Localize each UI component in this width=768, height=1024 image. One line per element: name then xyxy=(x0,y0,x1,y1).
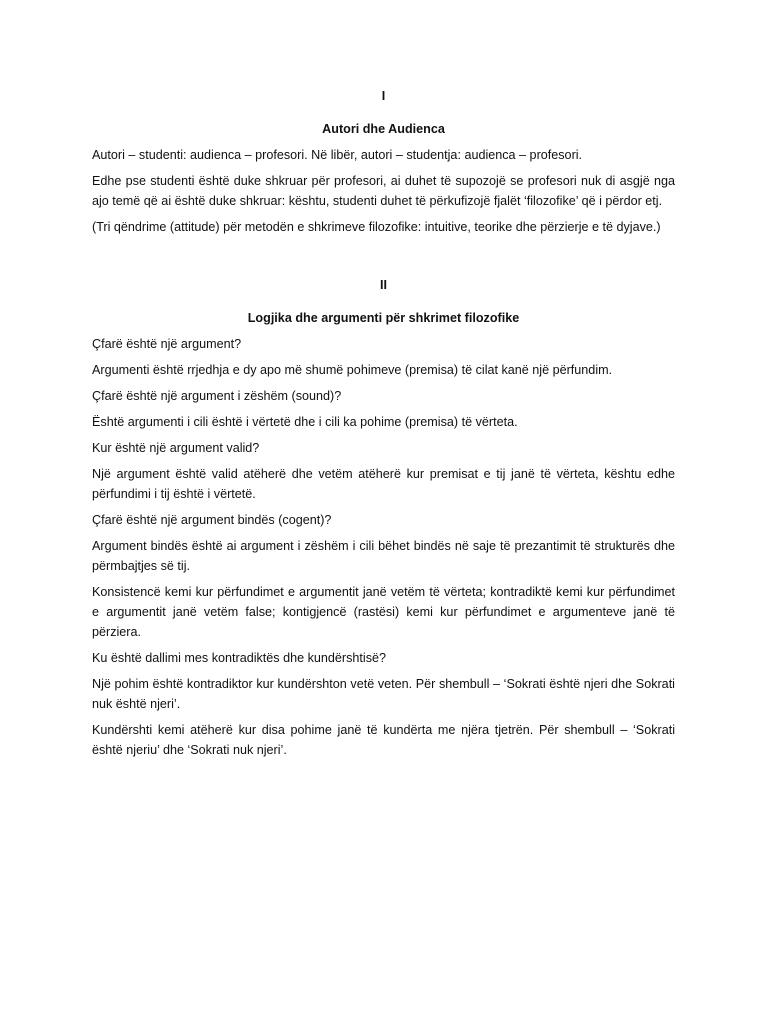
answer: Një pohim është kontradiktor kur kundërshton vetë veten. Për shembull – ‘Sokrati është njeri dhe Sokrati nuk është njeri’. xyxy=(92,677,675,711)
section-number: II xyxy=(380,278,387,292)
answer: Një argument është valid atëherë dhe vetëm atëherë kur premisat e tij janë të vërteta, kështu edhe përfundimi i tij është i vërtetë. xyxy=(92,467,675,501)
section-title: Autori dhe Audienca xyxy=(322,122,445,136)
paragraph: Autori – studenti: audienca – profesori. Në libër, autori – studentja: audienca – profesori. xyxy=(92,148,583,162)
paragraph: Edhe pse studenti është duke shkruar për profesori, ai duhet të supozojë se profesori nuk di asgjë nga ajo temë që ai është duke shkruar: kështu, studenti duhet të përkufizojë fjalët ‘filozofike’ që i përdor etj. xyxy=(92,174,675,208)
section-number: I xyxy=(381,89,386,103)
question: Ku është dallimi mes kontradiktës dhe kundërshtisë? xyxy=(92,651,387,665)
section-1 xyxy=(92,86,675,237)
paragraph: Konsistencë kemi kur përfundimet e argumentit janë vetëm të vërteta; kontradiktë kemi kur përfundimet e argumentit janë vetëm false; kontigjencë (rastësi) kemi kur përfundimet e argumenteve janë të përziera. xyxy=(92,585,675,639)
question: Kur është një argument valid? xyxy=(92,441,260,455)
answer: Argumenti është rrjedhja e dy apo më shumë pohimeve (premisa) të cilat kanë një përfundim. xyxy=(92,363,613,377)
question: Çfarë është një argument bindës (cogent)? xyxy=(92,513,332,527)
answer: Argument bindës është ai argument i zëshëm i cili bëhet bindës në saje të prezantimit të strukturës dhe përmbajtjes së tij. xyxy=(92,539,675,573)
question: Çfarë është një argument? xyxy=(92,337,242,351)
question: Çfarë është një argument i zëshëm (sound)? xyxy=(92,389,342,403)
answer: Është argumenti i cili është i vërtetë dhe i cili ka pohime (premisa) të vërteta. xyxy=(92,415,518,429)
section-title: Logjika dhe argumenti për shkrimet filozofike xyxy=(247,311,520,325)
paragraph: (Tri qëndrime (attitude) për metodën e shkrimeve filozofike: intuitive, teorike dhe përzierje e të dyjave.) xyxy=(92,220,661,234)
answer: Kundërshti kemi atëherë kur disa pohime janë të kundërta me njëra tjetrën. Për shembull – ‘Sokrati është njeriu’ dhe ‘Sokrati nuk njeri’. xyxy=(92,723,675,757)
section-2 xyxy=(92,275,675,760)
document-page xyxy=(92,86,675,766)
section-spacer xyxy=(92,243,675,275)
